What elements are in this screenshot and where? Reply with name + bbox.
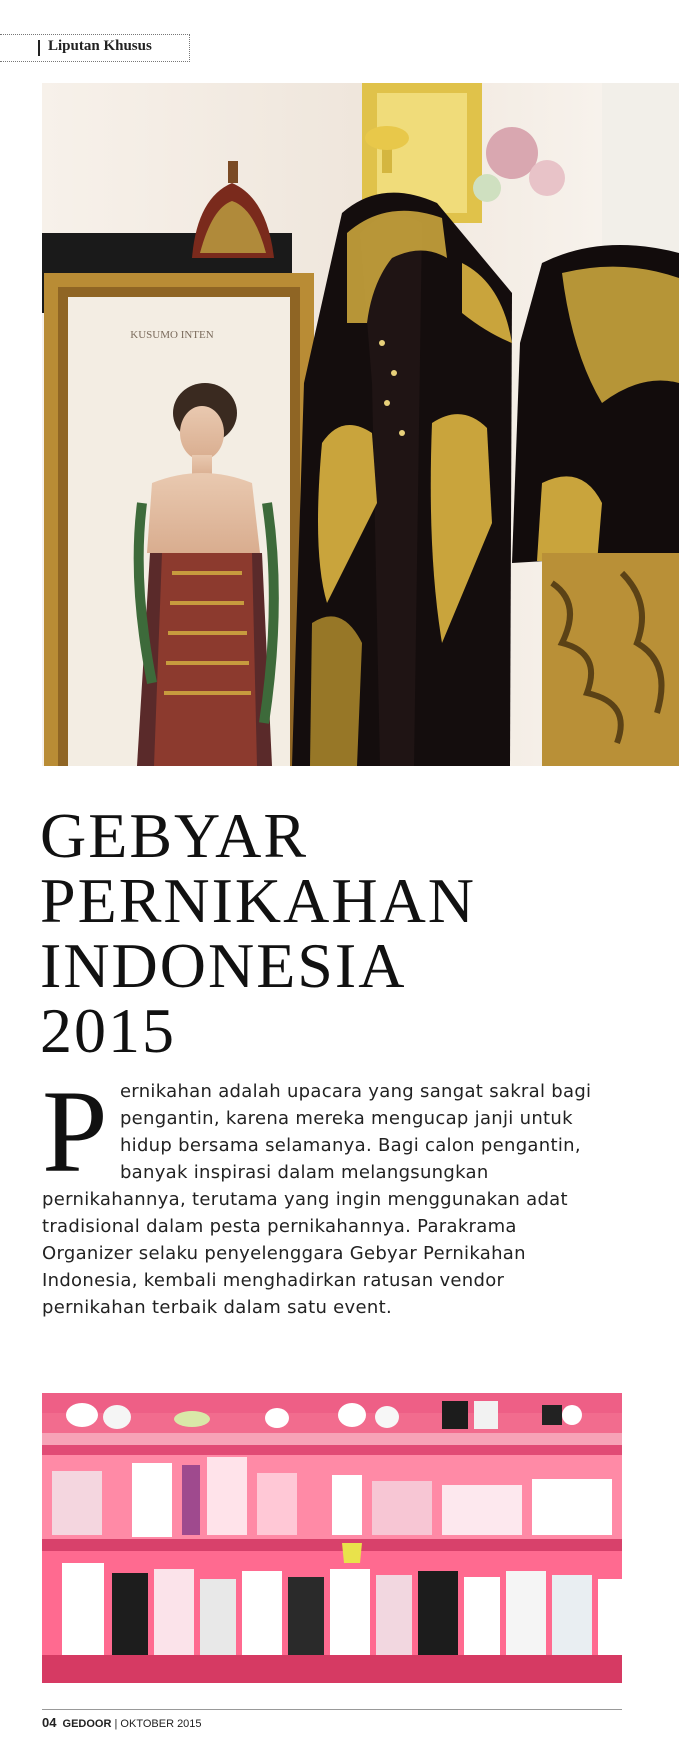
section-tag-bar xyxy=(38,40,40,56)
headline-line-1: GEBYAR xyxy=(40,800,309,871)
hero-photo xyxy=(42,83,679,766)
headline-line-3: INDONESIA xyxy=(40,930,407,1001)
drop-cap: P xyxy=(42,1066,108,1197)
page-number: 04 xyxy=(42,1715,57,1730)
booth-photo xyxy=(42,1393,622,1683)
footer-separator: | xyxy=(114,1718,118,1730)
lede-paragraph xyxy=(42,1066,612,1321)
footer-rule xyxy=(42,1709,622,1710)
headline xyxy=(40,800,476,1066)
headline-line-4: 2015 xyxy=(40,995,176,1066)
lede-text: ernikahan adalah upacara yang sangat sakral bagi pengantin, karena mereka mengucap janji untuk hidup bersama selamanya. Bagi calon pengantin, banyak inspirasi dalam melangsungkan pernikahannya, terutama yang ingin menggunakan adat tradisional dalam pesta pernikahannya. Parakrama Organizer selaku penyelenggara Gebyar Pernikahan Indonesia, kembali menghadirkan ratusan vendor pernikahan terbaik dalam satu event. xyxy=(42,1081,592,1318)
magazine-name: GEDOOR xyxy=(62,1718,112,1730)
section-tag-label: Liputan Khusus xyxy=(48,38,152,54)
svg-text:KUSUMO INTEN: KUSUMO INTEN xyxy=(130,329,214,341)
issue-date: OKTOBER 2015 xyxy=(120,1718,202,1730)
section-tag xyxy=(0,34,190,62)
page-footer xyxy=(42,1715,202,1730)
headline-line-2: PERNIKAHAN xyxy=(40,865,476,936)
